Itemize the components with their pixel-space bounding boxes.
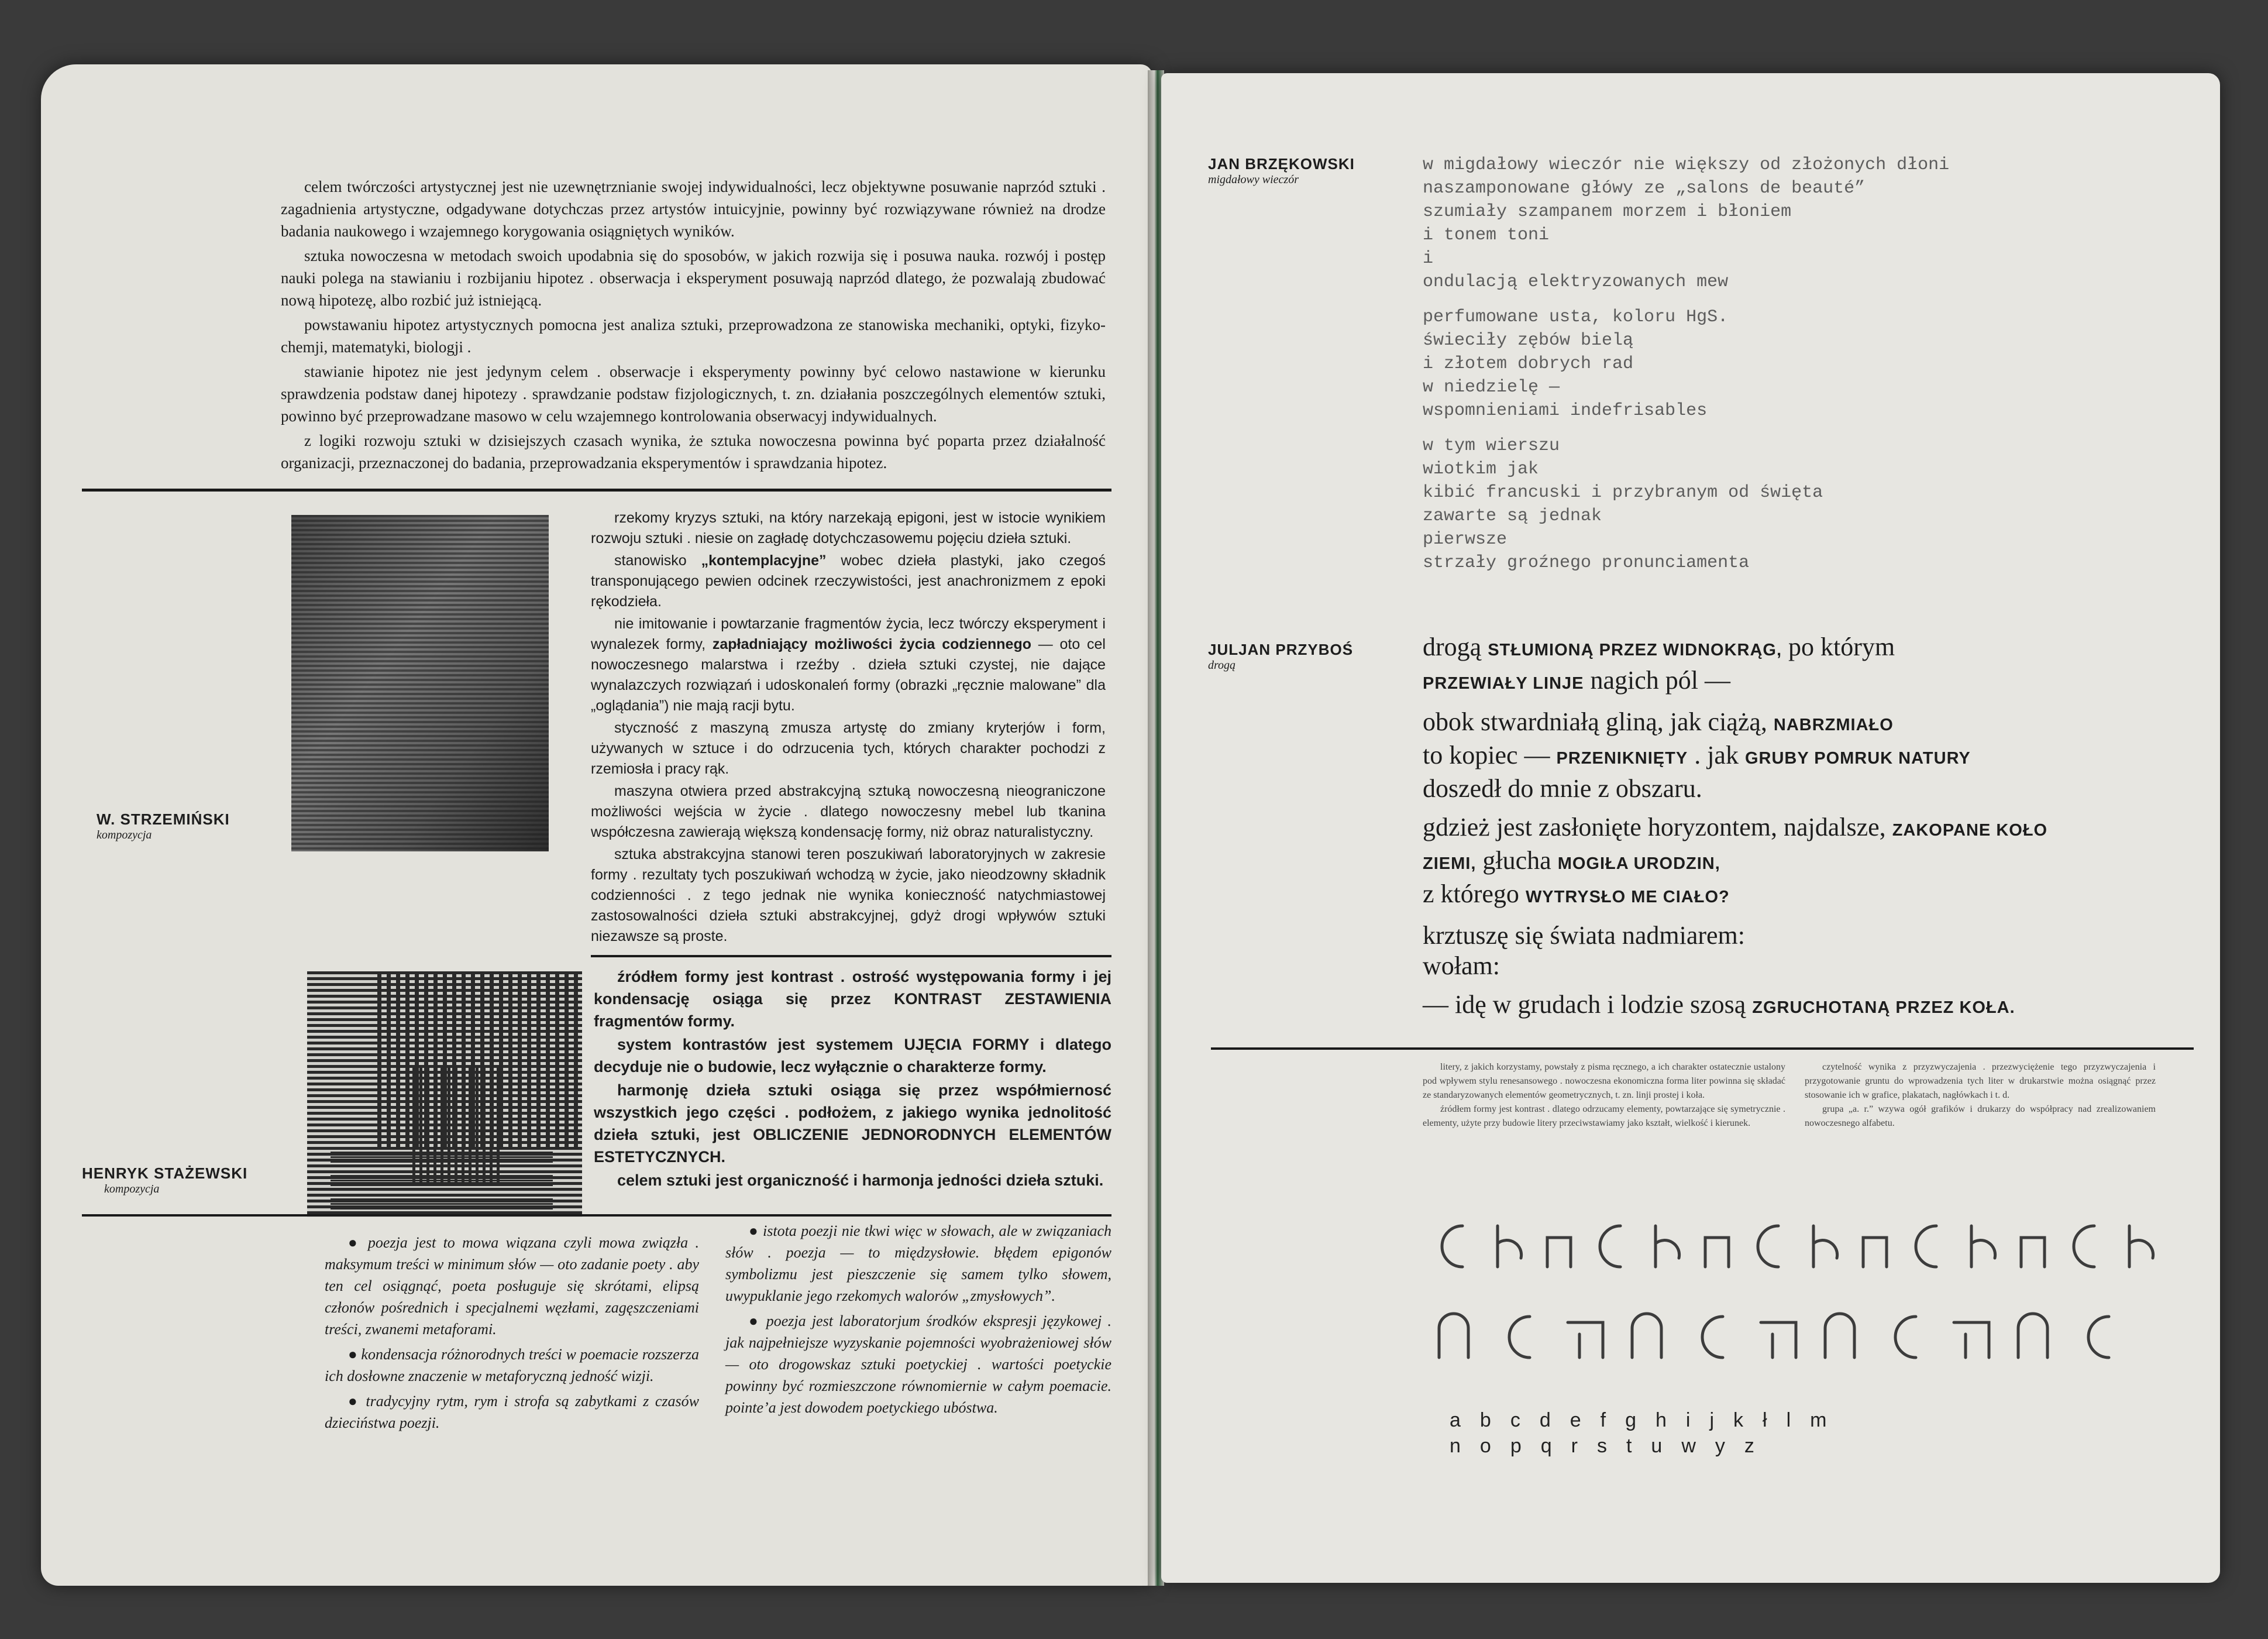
poem-line: naszamponowane główy ze „salons de beauté” — [1423, 178, 1866, 198]
composition-stripe — [419, 1065, 422, 1182]
poem-stanza — [1423, 707, 2183, 804]
manifesto-paragraph: sztuka abstrakcyjna stanowi teren poszukiwań laboratoryjnych w zakresie formy . rezultaty tych poszukiwań wchodzą w życie, jako nieodzowny składnik codzienności . z tego jednak nie wynika konieczność natychmiastowej zastosowalności dzieła sztuki abstrakcyjnej, gdyż drogi wpływów sztuki niezawsze są proste. — [591, 846, 1106, 944]
poem-line: wołam: — [1423, 951, 1500, 980]
alphabet-glyph — [1439, 1314, 1468, 1358]
alphabet-glyph — [1600, 1226, 1620, 1267]
alphabet-glyph — [1954, 1322, 1989, 1358]
typography-paragraph: czytelność wynika z przyzwyczajenia . przezwyciężenie tego przyzwyczajenia i przygotowanie gruntu do wprowadzenia tych liter w drukarstwie można osiągnąć przez stosowanie ich w grafice, plakatach, nagłówkach i t. d. — [1805, 1062, 2156, 1100]
composition-stripe — [555, 971, 559, 1147]
przybos-work: drogą — [1208, 659, 1236, 672]
composition-stripe — [331, 1198, 553, 1200]
stazewski-work: kompozycja — [104, 1183, 160, 1195]
composition-stripe — [331, 1166, 553, 1167]
alphabet-glyph — [1498, 1226, 1522, 1267]
intro-text — [281, 176, 1106, 476]
composition-stripe — [462, 1065, 464, 1182]
latin-alphabet-row-1: abcdefghijkłlm — [1450, 1409, 1846, 1431]
typography-column-1 — [1423, 1060, 1785, 1131]
composition-stripe — [331, 1203, 553, 1205]
poem-stanza — [1423, 153, 1949, 294]
poem-stanza — [1423, 812, 2183, 912]
poem-line: gdzież jest zasłonięte horyzontem, najdalsze, ZAKOPANE KOŁO — [1423, 813, 2048, 841]
poem-line: kibić francuski i przybranym od święta — [1423, 483, 1823, 503]
poem-line: szumiały szampanem morzem i błoniem — [1423, 202, 1792, 222]
stazewski-label — [82, 1164, 247, 1196]
typography-paragraph: grupa „a. r.” wzywa ogół grafików i drukarzy do współpracy nad zrealizowaniem nowoczesnego alfabetu. — [1805, 1104, 2156, 1128]
composition-stripe — [331, 1189, 553, 1191]
alphabet-glyph — [1758, 1226, 1778, 1267]
bold-paragraph: system kontrastów jest systemem UJĘCIA FORMY i dlatego decyduje nie o budowie, lecz wyłącznie o charakterze formy. — [594, 1036, 1111, 1076]
composition-stripe — [396, 971, 400, 1147]
typography-column-2 — [1805, 1060, 2156, 1131]
composition-stripe — [508, 971, 512, 1147]
caps-phrase: PRZEWIAŁY LINJE — [1423, 674, 1584, 693]
alphabet-glyph — [1916, 1226, 1936, 1267]
caps-phrase: ZAKOPANE KOŁO — [1892, 821, 2048, 840]
poem-line: pierwsze — [1423, 530, 1508, 549]
poem-line: w niedzielę — — [1423, 377, 1560, 397]
manifesto-paragraph: rzekomy kryzys sztuki, na który narzekają epigoni, jest w istocie wynikiem rozwoju sztuki . niesie on zagładę dotychczasowemu pojęciu dzieła sztuki. — [591, 510, 1106, 547]
poem-line: to kopiec — PRZENIKNIĘTY . jak GRUBY POMRUK NATURY — [1423, 741, 1971, 769]
poem-line: świeciły zębów bielą — [1423, 331, 1634, 351]
poem-stanza — [1423, 434, 1949, 575]
przybos-poem — [1423, 632, 2183, 1031]
przybos-label — [1208, 641, 1353, 672]
poem-line: krztuszę się świata nadmiarem: — [1423, 921, 1746, 950]
poem-stanza — [1423, 920, 2183, 981]
alphabet-glyph — [1705, 1238, 1729, 1267]
composition-stripe — [331, 1147, 553, 1149]
composition-stripe — [331, 1152, 553, 1153]
poem-line: i tonem toni — [1423, 225, 1550, 245]
composition-stripe — [546, 971, 550, 1147]
middle-text — [591, 508, 1106, 949]
bold-paragraph: harmonję dzieła sztuki osiąga się przez współmiernosć wszystkich jego części . podłożem, z jakiego wynika jednolitość dzieła sztuki, jest OBLICZENIE JEDNORODNYCH ELEMENTÓW ESTETYCZNYCH. — [594, 1081, 1111, 1166]
composition-stripe — [331, 1194, 553, 1195]
composition-stripe — [331, 1208, 553, 1210]
poem-line: w migdałowy wieczór nie większy od złożonych dłoni — [1423, 155, 1950, 175]
poem-line: i złotem dobrych rad — [1423, 354, 1634, 374]
poem-line: — idę w grudach i lodzie szosą ZGRUCHOTANĄ PRZEZ KOŁA. — [1423, 990, 2015, 1019]
caps-phrase: NABRZMIAŁO — [1773, 716, 1894, 734]
alphabet-glyph — [1761, 1322, 1796, 1358]
stazewski-name: HENRYK STAŻEWSKI — [82, 1164, 248, 1182]
manifesto-paragraph: stanowisko „kontemplacyjne” wobec dzieła plastyki, jako czegoś transponującego pewien odcinek rzeczywistości, jest anachronizmem z epoki rękodzieła. — [591, 552, 1106, 610]
stazewski-composition-image — [307, 971, 582, 1217]
poetry-column-2 — [725, 1220, 1111, 1422]
poem-line: w tym wierszu — [1423, 436, 1560, 456]
composition-stripe — [331, 1161, 553, 1163]
poem-line: doszedł do mnie z obszaru. — [1423, 774, 1702, 803]
alphabet-glyph — [2018, 1314, 2047, 1358]
poetry-thesis: ● poezja jest laboratorjum środków ekspresji językowej . jak najpełniejsze wyzyskanie pojemności wyobrażeniowej słów — oto drogowskaz sztuki poetyckiej . wartości poetyckie powinny być rozmieszczone równomiernie w całym poemacie. pointe’a jest dowodem poetyckiego ubóstwa. — [725, 1312, 1111, 1416]
caps-phrase: PRZENIKNIĘTY — [1556, 749, 1688, 768]
bold-block-rule — [591, 955, 1111, 957]
strzeminski-name: W. STRZEMIŃSKI — [97, 810, 230, 828]
alphabet-glyph — [1442, 1226, 1462, 1267]
alphabet-glyph — [1568, 1322, 1603, 1358]
bold-paragraph: źródłem formy jest kontrast . ostrość występowania formy i jej kondensację osiąga się przez KONTRAST ZESTAWIENIA fragmentów formy. — [594, 968, 1111, 1030]
emphasis: zapładniający możliwości życia codziennego — [712, 636, 1031, 652]
poem-line: zawarte są jednak — [1423, 506, 1602, 526]
poem-line: ZIEMI, głucha MOGIŁA URODZIN, — [1423, 846, 1720, 875]
alphabet-glyph — [2021, 1238, 2045, 1267]
poem-line: ondulacją elektryzowanych mew — [1423, 272, 1729, 292]
composition-stripe — [448, 1065, 450, 1182]
strzeminski-work: kompozycja — [97, 829, 152, 841]
brzekowski-name: JAN BRZĘKOWSKI — [1208, 155, 1355, 173]
composition-stripe — [565, 971, 569, 1147]
composition-stripe — [331, 1184, 553, 1186]
poetry-thesis: ● istota poezji nie tkwi więc w słowach, ale w związaniach słów . poezja — to międzysłowie. błędem epigonów symbolizmu jest pieszczenie się samem tylko słowem, uwypuklanie jego rzekomych walorów „zmysłowych”. — [725, 1222, 1111, 1304]
right-rule — [1211, 1047, 2194, 1050]
alphabet-glyph — [1702, 1317, 1723, 1358]
poem-line: i — [1423, 249, 1434, 269]
intro-paragraph: sztuka nowoczesna w metodach swoich upodabnia się do sposobów, w jakich rozwija się i posuwa nauka. rozwój i postęp nauki polega na stawianiu i rozbijaniu hipotez . obserwacja i eksperyment posuwają naprzód dlatego, że pozwalają zbudować nową hipotezę, albo rozbić już istniejącą. — [281, 247, 1106, 309]
poetry-column-1 — [325, 1232, 699, 1437]
composition-stripe — [415, 971, 419, 1147]
intro-paragraph: z logiki rozwoju sztuki w dzisiejszych czasach wynika, że sztuka nowoczesna powinna być poparta przez działalność organizacji, przeznaczonej do badania, przeprowadzania eksperymentów i sprawdzania hipotez. — [281, 432, 1106, 472]
composition-stripe — [433, 1065, 436, 1182]
composition-stripe — [499, 971, 503, 1147]
caps-phrase: STŁUMIONĄ PRZEZ WIDNOKRĄG, — [1488, 641, 1782, 659]
intro-paragraph: stawianie hipotez nie jest jedynym celem . obserwacje i eksperymenty powinny być celowo nastawione w kierunku sprawdzenia podstaw danej hipotezy . sprawdzanie podstaw fizjologicznych, t. zn. działania poszczególnych elementów sztuki, powinno być przeprowadzane masowo w celu wzajemnego kontrolowania obserwacyj indywidualnych. — [281, 363, 1106, 425]
composition-stripe — [536, 971, 541, 1147]
composition-stripe — [331, 1180, 553, 1181]
composition-stripe — [426, 1065, 429, 1182]
alphabet-glyph — [1656, 1226, 1680, 1267]
composition-stripe — [405, 971, 409, 1147]
poem-line: wspomnieniami indefrisables — [1423, 401, 1708, 421]
brzekowski-work: migdałowy wieczór — [1208, 173, 1299, 186]
poem-line: z którego WYTRYSŁO ME CIAŁO? — [1423, 879, 1730, 908]
alphabet-glyph — [1547, 1238, 1571, 1267]
typography-paragraph: litery, z jakich korzystamy, powstały z pisma ręcznego, a ich charakter ostatecznie ustalony pod wpływem stylu renesansowego . nowoczesna ekonomiczna forma liter powinna się składać ze standaryzowanych elementów geometrycznych, t. zn. linji prostej i koła. — [1423, 1062, 1785, 1100]
strzeminski-composition-image — [291, 515, 549, 851]
poem-stanza — [1423, 305, 1949, 422]
composition-stripe — [469, 1065, 472, 1182]
alphabet-glyph — [2129, 1226, 2153, 1267]
alphabet-glyph — [1895, 1317, 1916, 1358]
poem-line: wiotkim jak — [1423, 459, 1539, 479]
caps-phrase: WYTRYSŁO ME CIAŁO? — [1525, 888, 1730, 906]
composition-stripe — [476, 1065, 479, 1182]
strzeminski-label — [97, 810, 230, 842]
poetry-thesis: ● poezja jest to mowa wiązana czyli mowa związła . maksymum treści w minimum słów — oto zadanie poety . aby ten cel osiągnąć, poeta posługuje się skrótami, elipsą członów pośrednich i specjalnemi węzłami, zagęszczeniami treści, zwanemi metaforami. — [325, 1234, 699, 1338]
manifesto-paragraph: maszyna otwiera przed abstrakcyjną sztuką nowoczesną nieograniczone możliwości wejścia w życie . dlatego nowoczesny mebel lub tkanina współczesna zawierają większą kondensację formy, niż obraz naturalistyczny. — [591, 783, 1106, 840]
poem-line: drogą STŁUMIONĄ PRZEZ WIDNOKRĄG, po którym — [1423, 633, 1895, 661]
manifesto-paragraph: nie imitowanie i powtarzanie fragmentów życia, lecz twórczy eksperyment i wynalezek formy, zapładniający możliwości życia codziennego — oto cel nowoczesnego malarstwa i rzeźby . dzieła sztuki czystej, nie dające wynalazczych rozwiązań i udoskonaleń formy (obrazki „ręcznie malowane” dla „oglądania”) nie mają racji bytu. — [591, 616, 1106, 714]
poem-line: perfumowane usta, koloru HgS. — [1423, 307, 1729, 327]
alphabet-glyph — [1971, 1226, 1995, 1267]
poetry-thesis: ● tradycyjny rytm, rym i strofa są zabytkami z czasów dzieciństwa poezji. — [325, 1393, 699, 1431]
poem-line: obok stwardniałą gliną, jak ciążą, NABRZMIAŁO — [1423, 707, 1894, 736]
przybos-name: JULJAN PRZYBOŚ — [1208, 641, 1354, 658]
composition-stripe — [443, 971, 447, 1147]
poetry-thesis: ● kondensacja różnorodnych treści w poemacie rozszerza ich dosłowne znaczenie w metaforyczną jedność wizji. — [325, 1346, 699, 1384]
composition-stripe — [387, 971, 391, 1147]
composition-stripe — [518, 971, 522, 1147]
composition-stripe — [412, 1065, 415, 1182]
composition-stripe — [471, 971, 475, 1147]
alphabet-glyph — [1509, 1317, 1530, 1358]
alphabet-glyph — [1632, 1314, 1661, 1358]
composition-stripe — [574, 971, 578, 1147]
composition-stripe — [455, 1065, 457, 1182]
typography-paragraph: źródłem formy jest kontrast . dlatego odrzucamy elementy, powtarzające się symetrycznie . elementy, użyte przy budowie litery przeciwstawiamy jako kształt, wielkość i kierunek. — [1423, 1104, 1785, 1128]
poem-line: strzały groźnego pronunciamenta — [1423, 553, 1750, 573]
left-rule-top — [82, 489, 1111, 492]
alphabet-glyph — [2088, 1317, 2109, 1358]
caps-phrase: GRUBY POMRUK NATURY — [1744, 749, 1971, 768]
alphabet-glyph — [1825, 1314, 1854, 1358]
intro-paragraph: celem twórczości artystycznej jest nie uzewnętrznianie swojej indywidualności, lecz objektywne posuwanie naprzód sztuki . zagadnienia artystyczne, odgadywane dotychczas przez artystów intuicyjnie, powinny być rozwiązywane również na drodze badania naukowego i wzajemnego korygowania osiągniętych wyników. — [281, 178, 1106, 240]
composition-stripe — [527, 971, 531, 1147]
bold-text-block — [594, 965, 1111, 1193]
composition-stripe — [331, 1170, 553, 1172]
brzekowski-poem — [1423, 153, 1949, 586]
poem-stanza — [1423, 989, 2183, 1023]
poem-stanza — [1423, 632, 2183, 699]
caps-phrase: ZIEMI, — [1423, 854, 1477, 873]
composition-stripe — [331, 1175, 553, 1177]
latin-alphabet-row-2: nopqrstuwyz — [1450, 1435, 1774, 1457]
bold-paragraph: celem sztuki jest organiczność i harmonja jedności dzieła sztuki. — [617, 1171, 1104, 1189]
composition-stripe — [497, 1065, 500, 1182]
emphasis: „kontemplacyjne” — [701, 552, 827, 569]
constructed-alphabet — [1427, 1191, 2188, 1384]
composition-stripe — [440, 1065, 443, 1182]
intro-paragraph: powstawaniu hipotez artystycznych pomocna jest analiza sztuki, przeprowadzona ze stanowiska mechaniki, optyki, fizyko-chemji, matematyki, biologji . — [281, 316, 1106, 356]
alphabet-glyph — [1813, 1226, 1837, 1267]
caps-phrase: ZGRUCHOTANĄ PRZEZ KOŁA. — [1752, 998, 2015, 1017]
composition-stripe — [490, 1065, 493, 1182]
manifesto-paragraph: styczność z maszyną zmusza artystę do zmiany kryterjów i form, używanych w sztuce i do odrzucenia tych, których charakter pochodzi z rzemiosła i pracy rąk. — [591, 720, 1106, 777]
alphabet-glyph — [2074, 1226, 2094, 1267]
poem-line: PRZEWIAŁY LINJE nagich pól — — [1423, 666, 1731, 695]
caps-phrase: MOGIŁA URODZIN, — [1557, 854, 1720, 873]
left-rule-bottom — [82, 1214, 1111, 1217]
composition-stripe — [331, 1156, 553, 1158]
alphabet-glyph — [1863, 1238, 1887, 1267]
brzekowski-label — [1208, 155, 1355, 187]
composition-stripe — [377, 971, 381, 1147]
composition-stripe — [483, 1065, 486, 1182]
